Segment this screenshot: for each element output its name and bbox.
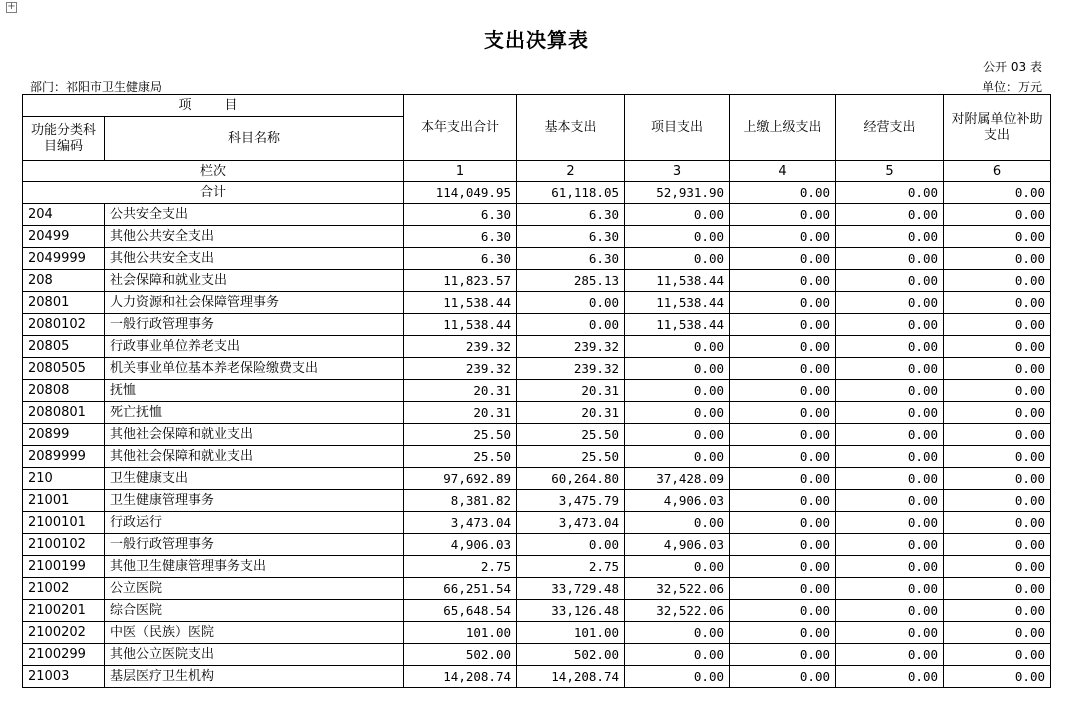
- row-value: 0.00: [836, 402, 944, 424]
- row-value: 0.00: [944, 248, 1051, 270]
- row-code: 20801: [23, 292, 105, 314]
- row-code: 2100199: [23, 556, 105, 578]
- row-value: 4,906.03: [404, 534, 517, 556]
- row-value: 239.32: [517, 336, 625, 358]
- row-value: 0.00: [944, 556, 1051, 578]
- total-value: 61,118.05: [517, 182, 625, 204]
- row-code: 21001: [23, 490, 105, 512]
- row-value: 0.00: [625, 358, 730, 380]
- row-value: 239.32: [517, 358, 625, 380]
- row-value: 0.00: [625, 226, 730, 248]
- row-subject-name: 综合医院: [105, 600, 404, 622]
- row-value: 25.50: [404, 446, 517, 468]
- total-value: 52,931.90: [625, 182, 730, 204]
- row-value: 0.00: [730, 358, 836, 380]
- row-value: 0.00: [730, 644, 836, 666]
- row-value: 0.00: [730, 336, 836, 358]
- row-value: 0.00: [625, 380, 730, 402]
- table-row: [23, 644, 1051, 666]
- row-code: 2080102: [23, 314, 105, 336]
- row-value: 0.00: [836, 622, 944, 644]
- table-row: [23, 314, 1051, 336]
- table-row: [23, 622, 1051, 644]
- row-value: 3,473.04: [517, 512, 625, 534]
- row-subject-name: 其他卫生健康管理事务支出: [105, 556, 404, 578]
- row-value: 6.30: [517, 248, 625, 270]
- column-number: 6: [944, 161, 1051, 182]
- row-value: 0.00: [836, 512, 944, 534]
- row-value: 0.00: [730, 204, 836, 226]
- row-value: 101.00: [517, 622, 625, 644]
- row-value: 25.50: [517, 446, 625, 468]
- row-code: 20808: [23, 380, 105, 402]
- row-value: 0.00: [836, 270, 944, 292]
- table-row: [23, 226, 1051, 248]
- table-row: [23, 468, 1051, 490]
- table-move-handle-icon[interactable]: +: [7, 1, 16, 12]
- row-value: 0.00: [944, 446, 1051, 468]
- row-value: 0.00: [730, 424, 836, 446]
- row-subject-name: 社会保障和就业支出: [105, 270, 404, 292]
- row-value: 20.31: [404, 380, 517, 402]
- table-row: [23, 446, 1051, 468]
- column-number: 2: [517, 161, 625, 182]
- row-code: 2100202: [23, 622, 105, 644]
- row-code: 2100102: [23, 534, 105, 556]
- row-value: 0.00: [625, 248, 730, 270]
- row-value: 0.00: [730, 248, 836, 270]
- row-value: 0.00: [730, 534, 836, 556]
- row-subject-name: 其他公立医院支出: [105, 644, 404, 666]
- row-value: 20.31: [517, 402, 625, 424]
- row-subject-name: 基层医疗卫生机构: [105, 666, 404, 688]
- row-value: 33,126.48: [517, 600, 625, 622]
- column-number: 3: [625, 161, 730, 182]
- row-value: 14,208.74: [404, 666, 517, 688]
- row-value: 37,428.09: [625, 468, 730, 490]
- page-title: 支出决算表: [484, 28, 589, 52]
- column-number: 5: [836, 161, 944, 182]
- table-row: [23, 358, 1051, 380]
- row-value: 0.00: [836, 314, 944, 336]
- row-value: 0.00: [625, 424, 730, 446]
- row-value: 8,381.82: [404, 490, 517, 512]
- row-value: 11,538.44: [625, 292, 730, 314]
- row-code: 20899: [23, 424, 105, 446]
- table-row: [23, 512, 1051, 534]
- row-value: 0.00: [730, 578, 836, 600]
- department-label: 部门：祁阳市卫生健康局: [30, 80, 163, 94]
- row-subject-name: 其他社会保障和就业支出: [105, 424, 404, 446]
- column-number: 4: [730, 161, 836, 182]
- row-value: 0.00: [730, 226, 836, 248]
- row-code: 208: [23, 270, 105, 292]
- row-subject-name: 抚恤: [105, 380, 404, 402]
- row-value: 97,692.89: [404, 468, 517, 490]
- row-subject-name: 中医（民族）医院: [105, 622, 404, 644]
- row-value: 0.00: [730, 512, 836, 534]
- row-value: 0.00: [944, 490, 1051, 512]
- row-value: 0.00: [836, 644, 944, 666]
- row-value: 0.00: [730, 314, 836, 336]
- row-value: 33,729.48: [517, 578, 625, 600]
- column-header-subsidy: 对附属单位补助支出: [944, 95, 1051, 161]
- table-row: [23, 336, 1051, 358]
- row-value: 0.00: [517, 292, 625, 314]
- row-value: 2.75: [404, 556, 517, 578]
- row-label-header: 栏次: [23, 161, 404, 182]
- row-code: 2100299: [23, 644, 105, 666]
- row-value: 0.00: [836, 666, 944, 688]
- row-value: 0.00: [625, 402, 730, 424]
- row-value: 4,906.03: [625, 490, 730, 512]
- row-value: 502.00: [404, 644, 517, 666]
- row-value: 0.00: [836, 204, 944, 226]
- row-value: 6.30: [404, 248, 517, 270]
- row-value: 11,538.44: [404, 292, 517, 314]
- row-code: 2049999: [23, 248, 105, 270]
- row-subject-name: 一般行政管理事务: [105, 534, 404, 556]
- row-value: 0.00: [944, 402, 1051, 424]
- row-subject-name: 行政运行: [105, 512, 404, 534]
- row-value: 6.30: [517, 226, 625, 248]
- total-row: [23, 182, 1051, 204]
- table-row: [23, 490, 1051, 512]
- column-header-project: 项目支出: [625, 95, 730, 161]
- table-row: [23, 292, 1051, 314]
- row-value: 0.00: [730, 490, 836, 512]
- row-value: 0.00: [517, 314, 625, 336]
- row-value: 66,251.54: [404, 578, 517, 600]
- row-value: 0.00: [836, 578, 944, 600]
- row-value: 0.00: [836, 534, 944, 556]
- func-code-header: 功能分类科目编码: [23, 117, 105, 161]
- row-value: 0.00: [944, 468, 1051, 490]
- row-code: 2080801: [23, 402, 105, 424]
- row-value: 3,473.04: [404, 512, 517, 534]
- column-number: 1: [404, 161, 517, 182]
- table-row: [23, 204, 1051, 226]
- row-value: 0.00: [836, 336, 944, 358]
- row-value: 60,264.80: [517, 468, 625, 490]
- row-code: 2080505: [23, 358, 105, 380]
- row-value: 0.00: [625, 446, 730, 468]
- row-value: 101.00: [404, 622, 517, 644]
- row-subject-name: 其他公共安全支出: [105, 226, 404, 248]
- row-code: 204: [23, 204, 105, 226]
- row-value: 32,522.06: [625, 600, 730, 622]
- subject-name-header: 科目名称: [105, 117, 404, 161]
- row-value: 0.00: [836, 358, 944, 380]
- row-value: 11,538.44: [404, 314, 517, 336]
- row-value: 6.30: [517, 204, 625, 226]
- row-value: 6.30: [404, 204, 517, 226]
- row-value: 0.00: [944, 644, 1051, 666]
- table-row: [23, 380, 1051, 402]
- table-row: [23, 248, 1051, 270]
- total-value: 114,049.95: [404, 182, 517, 204]
- row-value: 0.00: [625, 204, 730, 226]
- row-value: 11,538.44: [625, 314, 730, 336]
- row-value: 2.75: [517, 556, 625, 578]
- row-value: 20.31: [404, 402, 517, 424]
- row-subject-name: 公立医院: [105, 578, 404, 600]
- row-value: 0.00: [836, 248, 944, 270]
- row-value: 239.32: [404, 358, 517, 380]
- row-value: 0.00: [625, 644, 730, 666]
- row-subject-name: 一般行政管理事务: [105, 314, 404, 336]
- row-value: 0.00: [517, 534, 625, 556]
- row-code: 2100101: [23, 512, 105, 534]
- row-value: 0.00: [730, 468, 836, 490]
- row-value: 0.00: [944, 622, 1051, 644]
- row-value: 0.00: [730, 270, 836, 292]
- row-value: 11,538.44: [625, 270, 730, 292]
- row-value: 0.00: [730, 292, 836, 314]
- table-row: [23, 424, 1051, 446]
- row-value: 0.00: [836, 292, 944, 314]
- row-subject-name: 其他公共安全支出: [105, 248, 404, 270]
- table-row: [23, 600, 1051, 622]
- column-header-remit: 上缴上级支出: [730, 95, 836, 161]
- row-value: 65,648.54: [404, 600, 517, 622]
- row-subject-name: 行政事业单位养老支出: [105, 336, 404, 358]
- row-value: 20.31: [517, 380, 625, 402]
- row-subject-name: 人力资源和社会保障管理事务: [105, 292, 404, 314]
- row-value: 0.00: [944, 424, 1051, 446]
- unit-label: 单位：万元: [981, 80, 1042, 94]
- row-value: 0.00: [836, 446, 944, 468]
- row-value: 25.50: [517, 424, 625, 446]
- row-code: 2100201: [23, 600, 105, 622]
- total-label: 合计: [23, 182, 404, 204]
- column-header-basic: 基本支出: [517, 95, 625, 161]
- row-value: 0.00: [944, 512, 1051, 534]
- column-header-operation: 经营支出: [836, 95, 944, 161]
- table-row: [23, 578, 1051, 600]
- row-code: 20499: [23, 226, 105, 248]
- table-row: [23, 534, 1051, 556]
- form-code-label: 公开 03 表: [983, 60, 1042, 74]
- row-value: 0.00: [836, 490, 944, 512]
- row-value: 0.00: [944, 336, 1051, 358]
- total-value: 0.00: [730, 182, 836, 204]
- row-value: 0.00: [944, 270, 1051, 292]
- row-value: 0.00: [836, 600, 944, 622]
- row-code: 21002: [23, 578, 105, 600]
- total-value: 0.00: [836, 182, 944, 204]
- expenditure-table: [22, 94, 1051, 688]
- row-value: 4,906.03: [625, 534, 730, 556]
- row-value: 32,522.06: [625, 578, 730, 600]
- row-value: 0.00: [944, 578, 1051, 600]
- row-value: 0.00: [625, 666, 730, 688]
- row-code: 21003: [23, 666, 105, 688]
- row-value: 0.00: [625, 336, 730, 358]
- row-value: 502.00: [517, 644, 625, 666]
- row-value: 0.00: [625, 622, 730, 644]
- row-value: 0.00: [944, 204, 1051, 226]
- row-value: 0.00: [730, 666, 836, 688]
- row-subject-name: 其他社会保障和就业支出: [105, 446, 404, 468]
- row-value: 0.00: [836, 380, 944, 402]
- table-row: [23, 402, 1051, 424]
- row-value: 3,475.79: [517, 490, 625, 512]
- row-subject-name: 卫生健康管理事务: [105, 490, 404, 512]
- total-value: 0.00: [944, 182, 1051, 204]
- row-value: 14,208.74: [517, 666, 625, 688]
- row-value: 0.00: [730, 556, 836, 578]
- row-value: 0.00: [625, 512, 730, 534]
- row-value: 0.00: [836, 468, 944, 490]
- row-value: 0.00: [730, 622, 836, 644]
- row-value: 0.00: [944, 534, 1051, 556]
- row-value: 0.00: [730, 402, 836, 424]
- column-header-total: 本年支出合计: [404, 95, 517, 161]
- row-value: 0.00: [836, 424, 944, 446]
- row-value: 25.50: [404, 424, 517, 446]
- row-code: 2089999: [23, 446, 105, 468]
- item-header: 项 目: [23, 95, 404, 117]
- row-subject-name: 卫生健康支出: [105, 468, 404, 490]
- row-value: 0.00: [944, 226, 1051, 248]
- table-row: [23, 270, 1051, 292]
- row-value: 0.00: [944, 666, 1051, 688]
- row-value: 239.32: [404, 336, 517, 358]
- row-value: 0.00: [730, 446, 836, 468]
- table-row: [23, 556, 1051, 578]
- row-subject-name: 死亡抚恤: [105, 402, 404, 424]
- row-value: 6.30: [404, 226, 517, 248]
- row-value: 0.00: [836, 226, 944, 248]
- row-subject-name: 机关事业单位基本养老保险缴费支出: [105, 358, 404, 380]
- row-subject-name: 公共安全支出: [105, 204, 404, 226]
- row-value: 11,823.57: [404, 270, 517, 292]
- row-value: 0.00: [944, 380, 1051, 402]
- row-value: 0.00: [836, 556, 944, 578]
- row-value: 0.00: [730, 600, 836, 622]
- row-value: 0.00: [625, 556, 730, 578]
- row-value: 0.00: [944, 358, 1051, 380]
- row-value: 0.00: [944, 600, 1051, 622]
- row-value: 0.00: [944, 314, 1051, 336]
- row-code: 210: [23, 468, 105, 490]
- row-value: 285.13: [517, 270, 625, 292]
- row-value: 0.00: [730, 380, 836, 402]
- row-value: 0.00: [944, 292, 1051, 314]
- table-row: [23, 666, 1051, 688]
- row-code: 20805: [23, 336, 105, 358]
